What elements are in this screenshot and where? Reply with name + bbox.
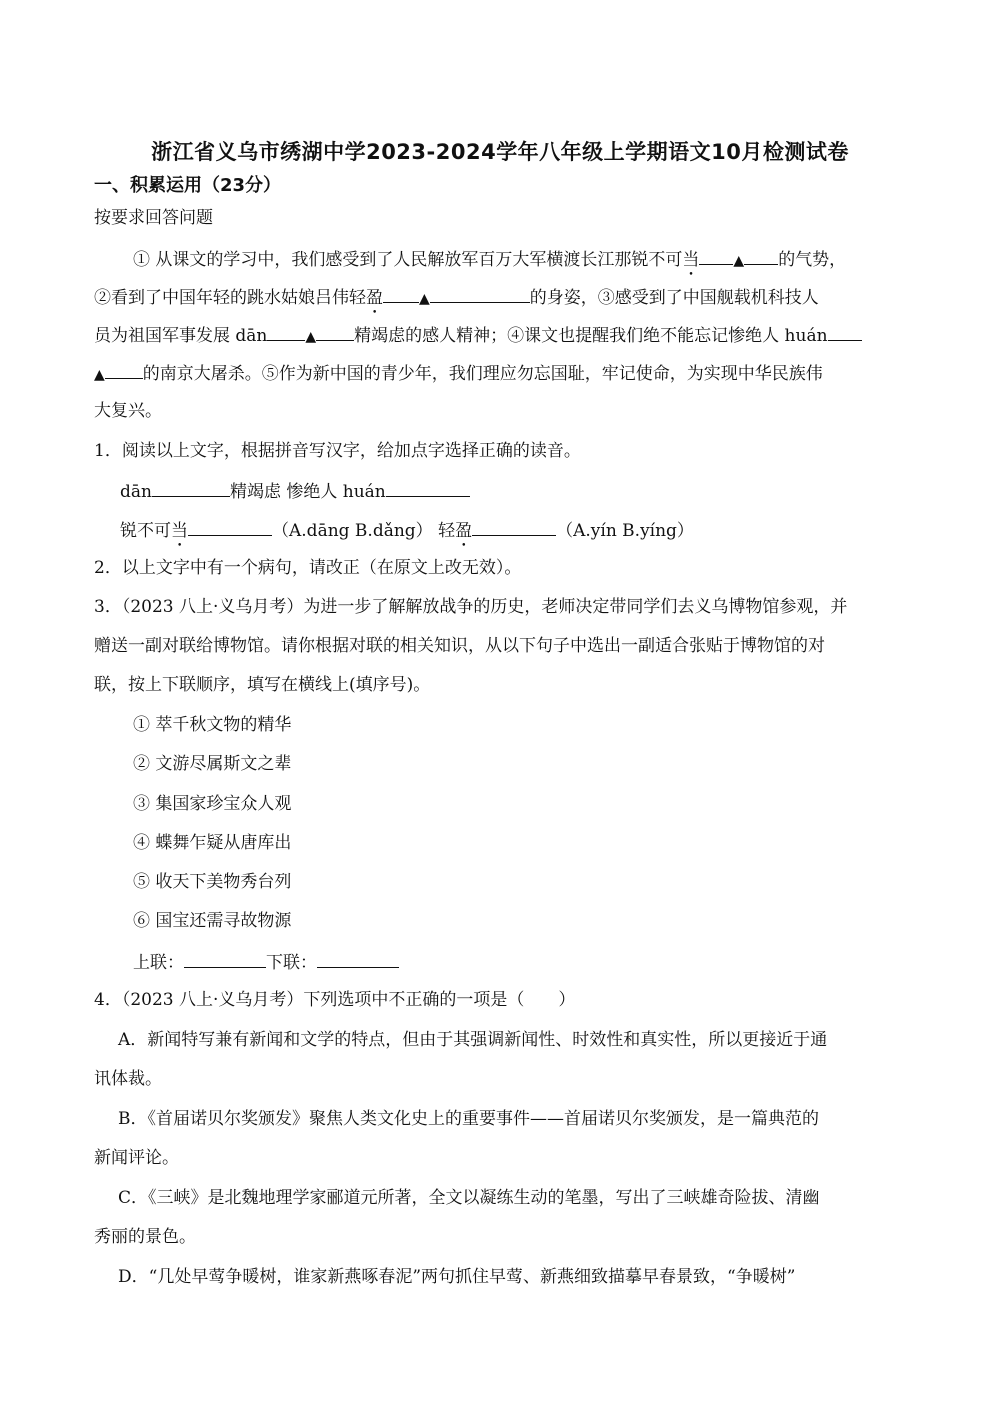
passage-line-2 bbox=[94, 284, 914, 318]
q1-text: 精竭虑 惨绝人 huán bbox=[229, 482, 386, 502]
couplet-option: ③ 集国家珍宝众人观 bbox=[133, 794, 292, 814]
exam-title: 浙江省义乌市绣湖中学2023-2024学年八年级上学期语文10月检测试卷 bbox=[151, 140, 849, 164]
q1-text: （A.dāng B.dǎng） 轻 bbox=[272, 521, 456, 541]
question-1-stem: 1．阅读以上文字，根据拼音写汉字，给加点字选择正确的读音。 bbox=[94, 441, 581, 461]
answer-blank[interactable] bbox=[152, 478, 230, 497]
option-c-line-2: 秀丽的景色。 bbox=[94, 1227, 196, 1247]
answer-blank[interactable] bbox=[105, 360, 143, 379]
dotted-char: 当 bbox=[682, 250, 700, 270]
section-instruction: 按要求回答问题 bbox=[94, 208, 213, 228]
dotted-char: 盈 bbox=[366, 288, 383, 308]
couplet-option: ⑤ 收天下美物秀台列 bbox=[133, 872, 292, 892]
answer-blank[interactable] bbox=[430, 284, 530, 303]
answer-blank[interactable] bbox=[699, 246, 733, 265]
couplet-option: ⑥ 国宝还需寻故物源 bbox=[133, 911, 292, 931]
option-b-line-2: 新闻评论。 bbox=[94, 1148, 179, 1168]
dotted-char: 当 bbox=[171, 521, 188, 541]
option-a-line-1: A．新闻特写兼有新闻和文学的特点，但由于其强调新闻性、时效性和真实性，所以更接近于通 bbox=[118, 1030, 828, 1050]
answer-blank[interactable] bbox=[828, 322, 862, 341]
passage-line-1 bbox=[133, 246, 953, 280]
triangle-marker: ▲ bbox=[419, 291, 430, 307]
upper-couplet-blank[interactable] bbox=[184, 949, 266, 968]
lower-couplet-blank[interactable] bbox=[317, 949, 399, 968]
answer-blank[interactable] bbox=[316, 322, 354, 341]
passage-text: 的气势， bbox=[778, 250, 847, 270]
couplet-option: ② 文游尽属斯文之辈 bbox=[133, 754, 292, 774]
question-3-line-1: 3．（2023 八上·义乌月考）为进一步了解解放战争的历史，老师决定带同学们去义乌博物馆参观，并 bbox=[94, 597, 848, 617]
answer-blank[interactable] bbox=[744, 246, 778, 265]
couplet-option: ④ 蝶舞乍疑从唐库出 bbox=[133, 833, 292, 853]
dotted-char: 盈 bbox=[455, 521, 473, 541]
option-c-line-1: C．《三峡》是北魏地理学家郦道元所著，全文以凝练生动的笔墨，写出了三峡雄奇险拔、清幽 bbox=[118, 1188, 820, 1208]
answer-blank[interactable] bbox=[472, 517, 556, 536]
q1-text: dān bbox=[120, 482, 152, 502]
passage-text: ① 从课文的学习中，我们感受到了人民解放军百万大军横渡长江那锐不可 bbox=[133, 250, 683, 270]
passage-text: 的南京大屠杀。⑤作为新中国的青少年，我们理应勿忘国耻，牢记使命，为实现中华民族伟 bbox=[142, 364, 823, 384]
passage-text: 精竭虑的感人精神；④课文也提醒我们绝不能忘记惨绝人 huán bbox=[354, 326, 828, 346]
question-3-line-2: 赠送一副对联给博物馆。请你根据对联的相关知识，从以下句子中选出一副适合张贴于博物馆的对 bbox=[94, 636, 825, 656]
option-b-line-1: B．《首届诺贝尔奖颁发》聚焦人类文化史上的重要事件——首届诺贝尔奖颁发，是一篇典范的 bbox=[118, 1109, 819, 1129]
upper-couplet-label: 上联： bbox=[133, 953, 184, 973]
answer-blank[interactable] bbox=[383, 284, 419, 303]
lower-couplet-label: 下联： bbox=[266, 953, 317, 973]
question-3-line-3: 联，按上下联顺序，填写在横线上(填序号)。 bbox=[94, 675, 431, 695]
option-d-line-1: D．“几处早莺争暖树，谁家新燕啄春泥”两句抓住早莺、新燕细致描摹早春景致，“争暖树” bbox=[118, 1267, 796, 1287]
passage-line-5: 大复兴。 bbox=[94, 401, 162, 421]
passage-text: 员为祖国军事发展 dān bbox=[94, 326, 268, 346]
option-a-line-2: 讯体裁。 bbox=[94, 1069, 162, 1089]
passage-line-3 bbox=[94, 322, 914, 349]
q1-text: （A.yín B.yíng） bbox=[556, 521, 694, 541]
answer-blank[interactable] bbox=[188, 517, 272, 536]
passage-text: 的身姿，③感受到了中国舰载机科技人 bbox=[529, 288, 819, 308]
q1-text: 锐不可 bbox=[120, 521, 171, 541]
question-4-stem: 4．（2023 八上·义乌月考）下列选项中不正确的一项是（ ） bbox=[94, 990, 576, 1010]
couplet-answer-line bbox=[133, 949, 953, 975]
question-2-stem: 2．以上文字中有一个病句，请改正（在原文上改无效）。 bbox=[94, 558, 522, 578]
triangle-marker: ▲ bbox=[305, 329, 317, 345]
triangle-marker: ▲ bbox=[94, 367, 105, 383]
passage-text: ②看到了中国年轻的跳水姑娘吕伟轻 bbox=[94, 288, 366, 308]
question-1-line-b bbox=[120, 517, 940, 551]
answer-blank[interactable] bbox=[386, 478, 470, 497]
couplet-option: ① 萃千秋文物的精华 bbox=[133, 715, 292, 735]
question-1-line-a bbox=[120, 478, 940, 504]
triangle-marker: ▲ bbox=[733, 253, 745, 269]
passage-line-4 bbox=[94, 360, 914, 387]
section-heading: 一、积累运用（23分） bbox=[94, 175, 282, 196]
answer-blank[interactable] bbox=[267, 322, 305, 341]
